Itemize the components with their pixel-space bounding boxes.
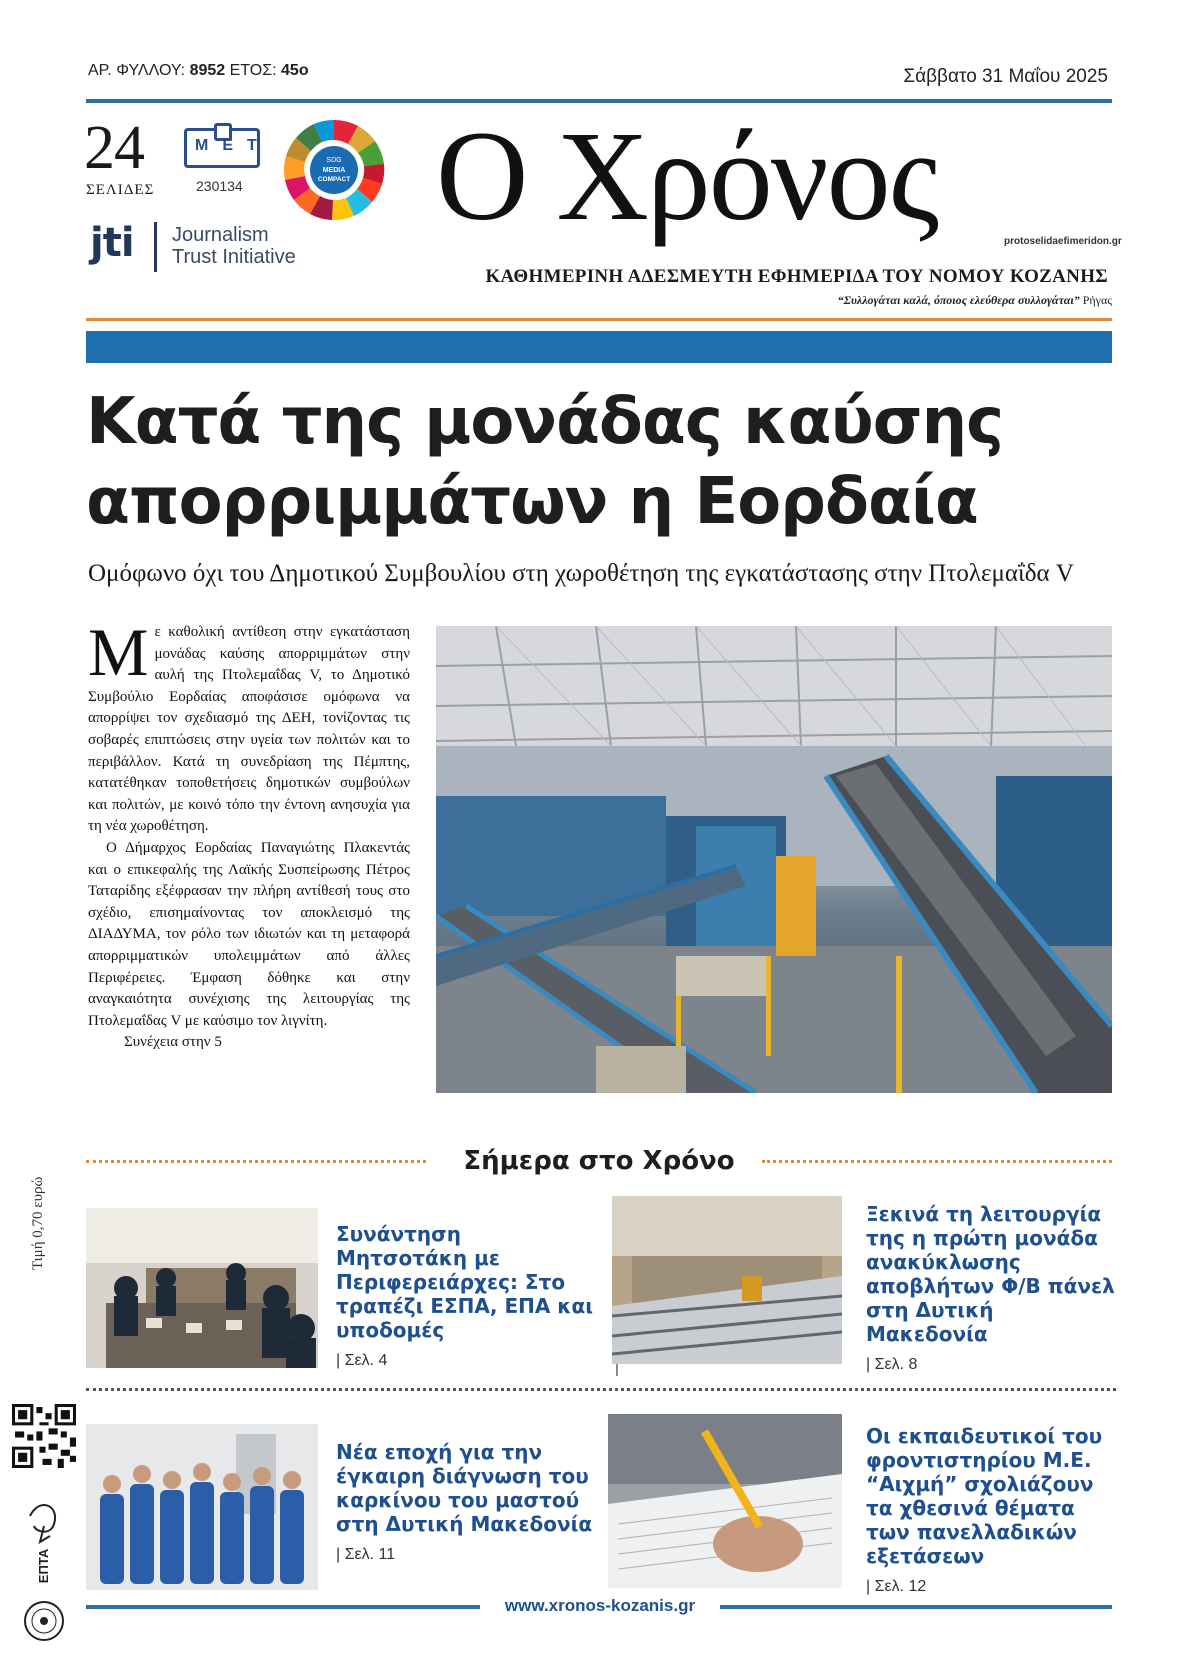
- continue-link[interactable]: Συνέχεια στην 5: [124, 1034, 222, 1051]
- svg-text:SDG: SDG: [326, 157, 342, 164]
- story-3[interactable]: [336, 1440, 596, 1564]
- story-2-photo-drawing: [612, 1196, 842, 1364]
- lead-paragraph-1: Με καθολική αντίθεση στην εγκατάσταση μονάδας καύσης απορριμμάτων στην αυλή της Πτολεμαΐδας V, το Δημοτικό Συμβούλιο Εορδαίας αποφάσισε ομόφωνα να απορρίψει τον σχεδιασμό της ΔΕΗ, τονίζοντας τις σοβαρές επιπτώσεις στην υγεία των πολιτών και το περιβάλλον. Κατά τη συνεδρίαση της Πέμπτης, κατατέθηκαν τοποθετήσεις δημοτικών συμβούλων και πολιτών, με κοινό τόπο την έντονη ανησυχία για τη νέα χωροθέτηση.: [88, 614, 410, 835]
- lead-subhead: Ομόφωνο όχι του Δημοτικού Συμβουλίου στη χωροθέτηση της εγκατάστασης στην Πτολεμαΐδα V: [88, 560, 1074, 587]
- price-label: Τιμή 0,70 ευρώ: [30, 1176, 46, 1270]
- lead-paragraph-2: Ο Δήμαρχος Εορδαίας Παναγιώτης Πλακεντάς και ο επικεφαλής της Λαϊκής Συσπείρωσης Πέτρος Ταταρίδης εξέφρασαν την πλήρη αντίθεσή τους στο σχέδιο, επισημαίνοντας τον αποκλεισμό της ΔΙΑΔΥΜΑ, τον ρόλο των ιδιωτών και τη μεταφορά απορριμματικών υπολειμμάτων από άλλες Περιφέρειες. Έμφαση δόθηκε και στην αναγκαιότητα συνέχισης της λειτουργίας της Πτολεμαΐδας V με καύσιμο τον λιγνίτη.: [88, 839, 410, 1029]
- svg-text:MEDIA: MEDIA: [322, 167, 346, 174]
- story-3-title[interactable]: Νέα εποχή για την έγκαιρη διάγνωση του καρκίνου του μαστού στη Δυτική Μακεδονία: [336, 1440, 593, 1536]
- top-rule: [86, 99, 1112, 103]
- lead-headline: Κατά της μονάδας καύσης απορριμμάτων η Εορδαία: [86, 385, 1004, 539]
- story-1-title[interactable]: Συνάντηση Μητσοτάκη με Περιφερειάρχες: Στο τραπέζι ΕΣΠΑ, ΕΠΑ και υποδομές: [336, 1222, 594, 1342]
- story-1-photo: [86, 1208, 318, 1368]
- page-count-label: ΣΕΛΙΔΕΣ: [86, 182, 155, 198]
- jti-divider: [154, 222, 157, 272]
- today-section-header: [86, 1146, 1112, 1176]
- masthead-tagline: ΚΑΘΗΜΕΡΙΝΗ ΑΔΕΣΜΕΥΤΗ ΕΦΗΜΕΡΙΔΑ ΤΟΥ ΝΟΜΟΥ ΚΟΖΑΝΗΣ: [485, 266, 1108, 287]
- drop-cap: Μ: [88, 614, 149, 690]
- story-4[interactable]: [866, 1424, 1116, 1596]
- story-1[interactable]: [336, 1222, 596, 1370]
- lead-body: [88, 614, 410, 1054]
- story-4-title[interactable]: Οι εκπαιδευτικοί του φροντιστηρίου Μ.Ε. “Αιχμή” σχολιάζουν τα χθεσινά θέματα των πανελλαδικών εξετάσεων: [866, 1424, 1103, 1568]
- story-1-photo-drawing: [86, 1208, 318, 1368]
- footer-website-link[interactable]: www.xronos-kozanis.gr: [504, 1596, 696, 1615]
- epta-seal-logo: [20, 1496, 68, 1646]
- lead-photo-drawing: [436, 626, 1112, 1093]
- svg-text:COMPACT: COMPACT: [317, 176, 351, 183]
- story-2-photo: [612, 1196, 842, 1364]
- stories-divider: [86, 1388, 1116, 1391]
- blue-band: [86, 331, 1112, 363]
- orange-rule: [86, 318, 1112, 321]
- story-4-photo-drawing: [608, 1414, 842, 1588]
- story-3-photo: [86, 1424, 318, 1590]
- jti-text: Journalism Trust Initiative: [172, 224, 296, 268]
- qr-code-icon[interactable]: [12, 1404, 76, 1468]
- story-1-page: | Σελ. 4: [336, 1352, 388, 1369]
- source-credit: protoselidaefimeridon.gr: [1004, 236, 1122, 247]
- year-number: 45ο: [281, 62, 309, 79]
- issue-number: 8952: [189, 62, 226, 79]
- issue-info: ΑΡ. ΦΥΛΛΟΥ: 8952 ΕΤΟΣ: 45ο: [88, 62, 309, 79]
- issue-date: Σάββατο 31 Μαΐου 2025: [903, 66, 1108, 87]
- story-2-title[interactable]: Ξεκινά τη λειτουργία της η πρώτη μονάδα ανακύκλωσης αποβλήτων Φ/Β πάνελ στη Δυτική Μακεδονία: [866, 1202, 1115, 1346]
- svg-text:ΕΠΤΑ: ΕΠΤΑ: [36, 1548, 51, 1584]
- today-section-title: Σήμερα στο Χρόνο: [463, 1146, 735, 1176]
- story-2[interactable]: [866, 1202, 1116, 1374]
- lead-photo-recycling-plant: [436, 626, 1112, 1093]
- page-count: 24: [84, 114, 144, 182]
- masthead-title: Ο Χρόνος: [436, 105, 938, 247]
- story-4-page: | Σελ. 12: [866, 1578, 927, 1595]
- jti-logo: jti: [90, 220, 134, 266]
- sdg-media-compact-logo: [282, 118, 386, 222]
- motto: “Συλλογάται καλά, όποιος ελεύθερα συλλογάται” Ρήγας: [837, 293, 1112, 307]
- met-logo: ΜΕΤ: [184, 128, 260, 168]
- story-4-photo: [608, 1414, 842, 1588]
- story-3-page: | Σελ. 11: [336, 1546, 396, 1563]
- story-2-page: | Σελ. 8: [866, 1356, 918, 1373]
- story-3-photo-drawing: [86, 1424, 318, 1590]
- met-number: 230134: [196, 178, 243, 194]
